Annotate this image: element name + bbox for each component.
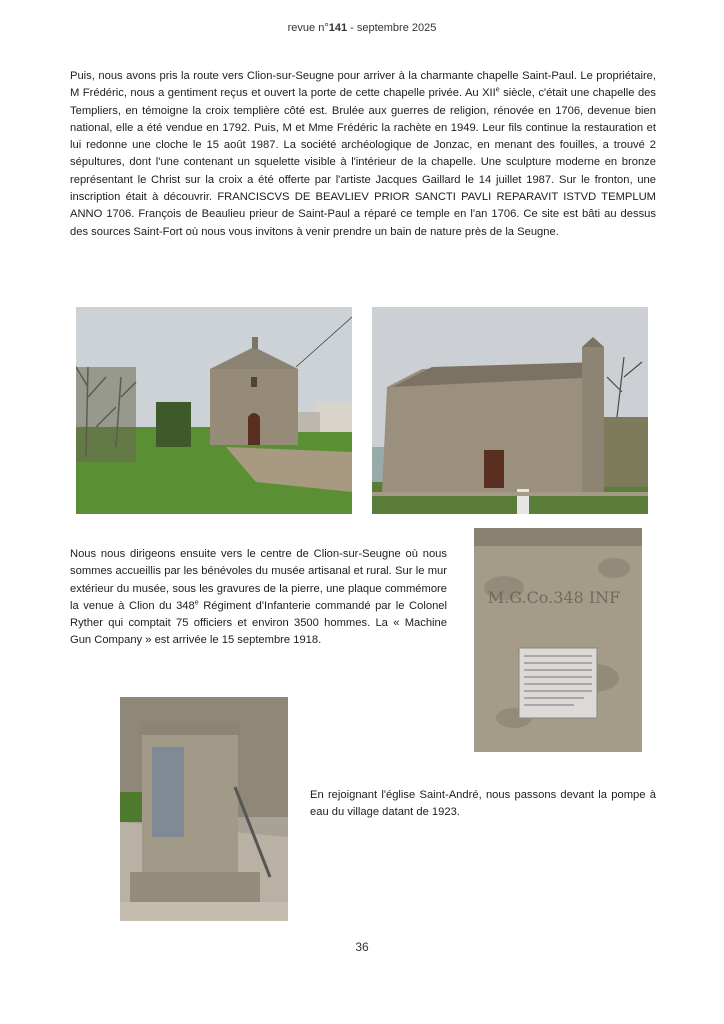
photo-water-pump (120, 697, 288, 921)
page-number: 36 (355, 940, 369, 954)
paragraph-musee-artisanal: Nous nous dirigeons ensuite vers le centre de Clion-sur-Seugne où nous sommes accueillis par les bénévoles du musée artisanal et rural. Sur le mur extérieur du musée, sous les gravures de la pierre, une plaque commémore la venue à Clion du 348e Régiment d'Infanterie commandé par le Colonel Ryther qui comptait 75 officiers et environ 3500 hommes. La « Machine Gun Company » est arrivée le 15 septembre 1918. (70, 548, 447, 647)
photo-chapel-front (76, 307, 352, 514)
photo-chapel-side (372, 307, 648, 514)
paragraph-pompe-a-eau: En rejoignant l'église Saint-André, nous passons devant la pompe à eau du village datant de 1923. (310, 789, 656, 819)
page-header: revue n°141 - septembre 2025 (287, 22, 437, 34)
stone-inscription: M.G.Co.348 INF (487, 588, 621, 607)
paragraph-chapelle-saint-paul: Puis, nous avons pris la route vers Clion-sur-Seugne pour arriver à la charmante chapelle Saint-Paul. Le propriétaire, M Frédéric, nous a gentiment reçus et ouvert la porte de cette chapelle privée. Au XIIe siècle, c'était une chapelle des Templiers, en témoigne la croix templière côté est. Brulée aux guerres de religion, rénovée en 1706, devenue bien national, elle a été vendue en 1792. Puis, M et Mme Frédéric la rachète en 1949. Leur fils continue la restauration et lui redonne une cloche le 15 août 1987. La société archéologique de Jonzac, en menant des fouilles, a trouvé 2 sépultures, dont l'une contenant un squelette visible à l'intérieur de la chapelle. Une sculpture moderne en bronze représentant le Christ sur la croix a été offerte par l'artiste Jacques Gaillard le 14 juillet 1987. Sur le fronton, une inscription était à découvrir. FRANCISCVS DE BEAVLIEV PRIOR SANCTI PAVLI REPARAVIT ISTVD TEMPLUM ANNO 1706. François de Beaulieu prieur de Saint-Paul a réparé ce temple en l'an 1706. Ce site est bâti au dessus des sources Saint-Fort où nous vous invitons à venir prendre un bain de nature près de la Seugne. (70, 70, 656, 238)
photo-commemorative-plaque (474, 528, 642, 752)
